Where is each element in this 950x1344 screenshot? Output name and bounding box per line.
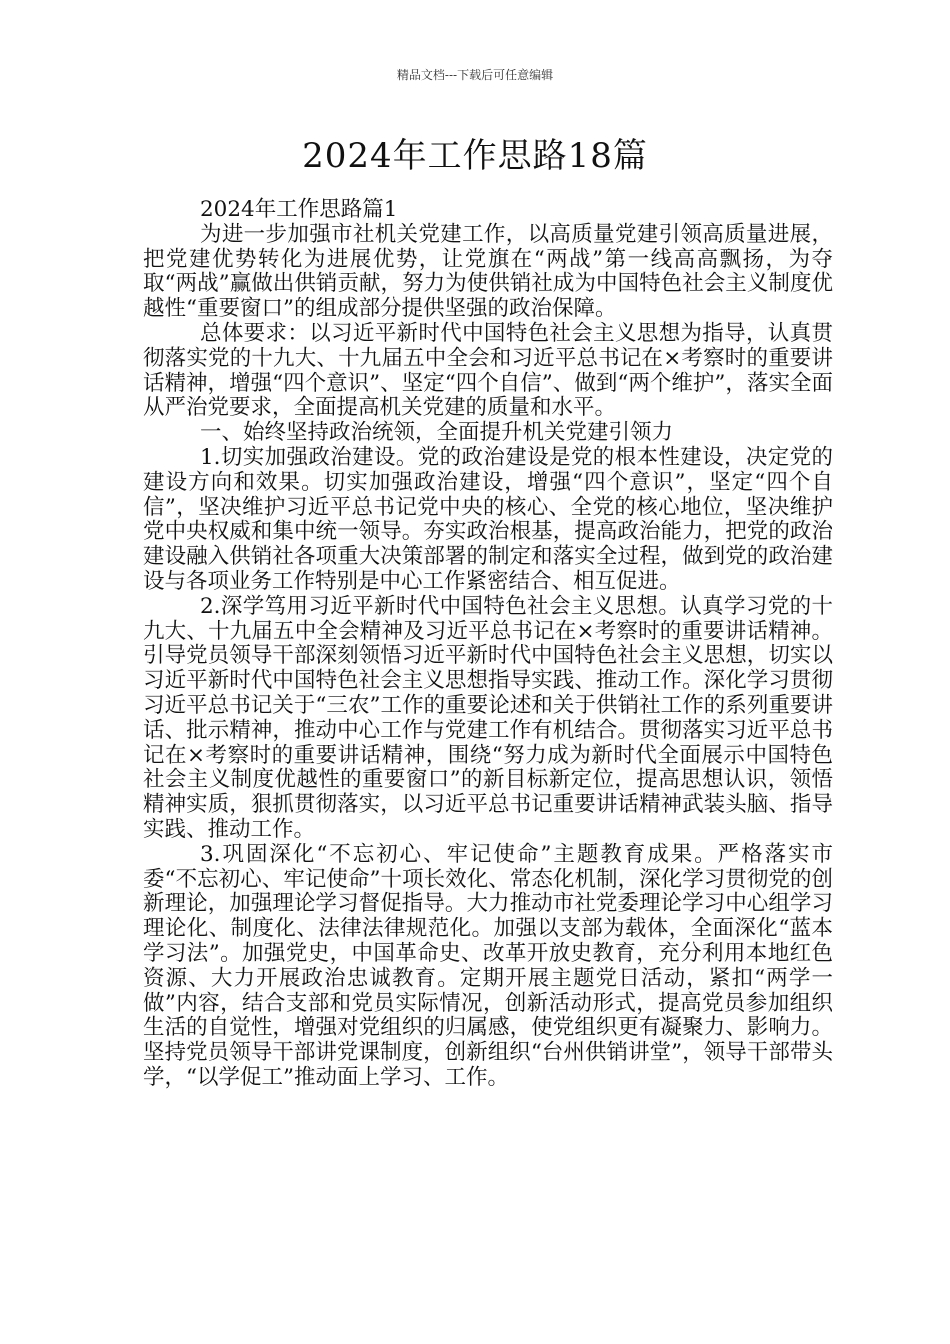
item-one-paragraph: 1.切实加强政治建设。党的政治建设是党的根本性建设，决定党的建设方向和效果。切实加强政治建设，增强“四个意识”，坚定“四个自信”，坚决维护习近平总书记党中央的核心、全党的核心地位，坚决维护党中央权威和集中统一领导。夯实政治根基，提高政治能力，把党的政治建设融入供销社各项重大决策部署的制定和落实全过程，做到党的政治建设与各项业务工作特别是中心工作紧密结合、相互促进。 xyxy=(143,444,833,594)
page-header-note: 精品文档---下载后可任意编辑 xyxy=(396,68,554,82)
part-one-heading: 一、始终坚持政治统领，全面提升机关党建引领力 xyxy=(200,420,674,446)
intro-paragraph: 为进一步加强市社机关党建工作，以高质量党建引领高质量进展，把党建优势转化为进展优势，让党旗在“两战”第一线高高飘扬，为夺取“两战”赢做出供销贡献，努力为使供销社成为中国特色社会主义制度优越性“重要窗口”的组成部分提供坚强的政治保障。 xyxy=(143,221,833,322)
item-three-paragraph: 3.巩固深化“不忘初心、牢记使命”主题教育成果。严格落实市委“不忘初心、牢记使命”十项长效化、常态化机制，深化学习贯彻党的创新理论，加强理论学习督促指导。大力推动市社党委理论学习中心组学习理论化、制度化、法律法律规范化。加强以支部为载体，全面深化“蓝本学习法”。加强党史，中国革命史、改革开放史教育，充分利用本地红色资源、大力开展政治忠诚教育。定期开展主题党日活动，紧扣“两学一做”内容，结合支部和党员实际情况，创新活动形式，提高党员参加组织生活的自觉性，增强对党组织的归属感，使党组织更有凝聚力、影响力。坚持党员领导干部讲党课制度，创新组织“台州供销讲堂”，领导干部带头学，“以学促工”推动面上学习、工作。 xyxy=(143,841,833,1090)
item-two-paragraph: 2.深学笃用习近平新时代中国特色社会主义思想。认真学习党的十九大、十九届五中全会精神及习近平总书记在×考察时的重要讲话精神。引导党员领导干部深刻领悟习近平新时代中国特色社会主义思想，切实以习近平新时代中国特色社会主义思想指导实践、推动工作。深化学习贯彻习近平总书记关于“三农”工作的重要论述和关于供销社工作的系列重要讲话、批示精神，推动中心工作与党建工作有机结合。贯彻落实习近平总书记在×考察时的重要讲话精神，围绕“努力成为新时代全面展示中国特色社会主义制度优越性的重要窗口”的新目标新定位，提高思想认识，领悟精神实质，狠抓贯彻落实，以习近平总书记重要讲话精神武装头脑、指导实践、推动工作。 xyxy=(143,593,833,842)
document-title: 2024年工作思路18篇 xyxy=(302,136,648,176)
section-heading: 2024年工作思路篇1 xyxy=(200,197,398,222)
document-body xyxy=(143,198,833,1091)
overall-requirements-paragraph: 总体要求：以习近平新时代中国特色社会主义思想为指导，认真贯彻落实党的十九大、十九届五中全会和习近平总书记在×考察时的重要讲话精神，增强“四个意识”、坚定“四个自信”、做到“两个维护”，落实全面从严治党要求，全面提高机关党建的质量和水平。 xyxy=(143,320,833,421)
